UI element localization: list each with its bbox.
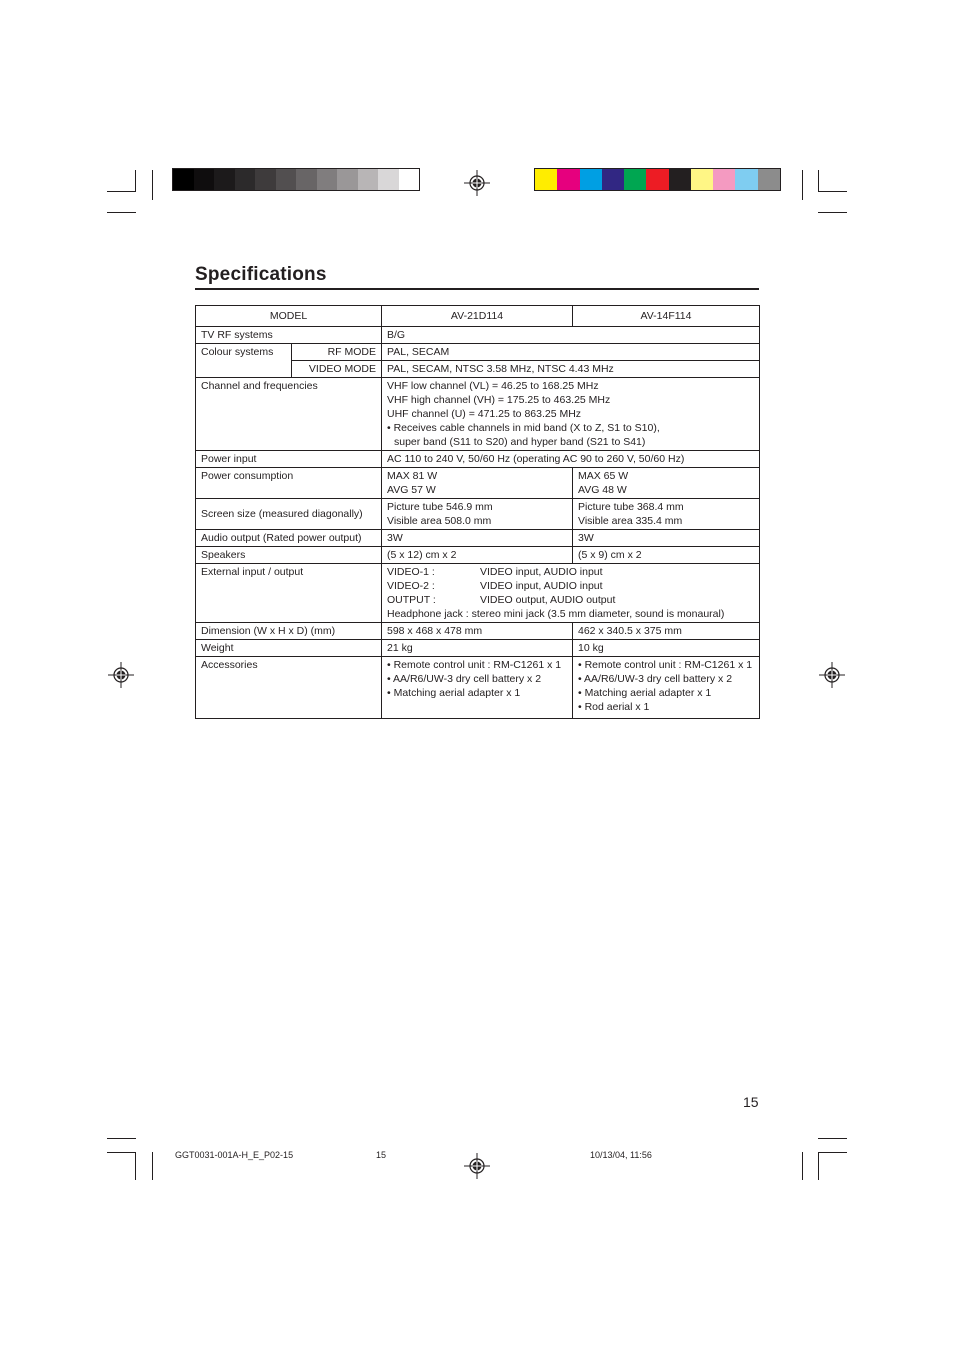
color-swatch (173, 169, 194, 190)
color-swatch (669, 169, 691, 190)
channel-line: • Receives cable channels in mid band (X to Z, S1 to S10), (387, 422, 660, 434)
terminal-name: OUTPUT : (387, 594, 436, 606)
channel-line: VHF low channel (VL) = 46.25 to 168.25 MHz (387, 380, 599, 392)
row-value-b: 10 kg (573, 640, 760, 657)
terminal-desc: VIDEO output, AUDIO output (480, 594, 616, 606)
header-model: MODEL (196, 306, 382, 327)
footer-page: 15 (376, 1150, 387, 1160)
row-value-a: 598 x 468 x 478 mm (382, 623, 573, 640)
row-value-a (382, 499, 573, 530)
terminal-desc: VIDEO input, AUDIO input (480, 580, 603, 592)
color-swatch (358, 169, 379, 190)
row-label: TV RF systems (196, 327, 382, 344)
row-label: External input / output (196, 564, 382, 623)
table-row (196, 378, 760, 451)
color-swatch (646, 169, 668, 190)
terminal-name: VIDEO-2 : (387, 580, 435, 592)
accessory-item: • AA/R6/UW-3 dry cell battery x 2 (387, 673, 542, 685)
color-swatch (535, 169, 557, 190)
color-swatch (194, 169, 215, 190)
table-row (196, 451, 760, 468)
table-row (196, 344, 760, 361)
terminal-line (387, 593, 754, 607)
color-swatch (317, 169, 338, 190)
row-label: Channel and frequencies (196, 378, 382, 451)
sub-label: RF MODE (292, 344, 382, 361)
color-swatch (580, 169, 602, 190)
value-line: MAX 81 W (387, 470, 438, 482)
headphone-line: Headphone jack : stereo mini jack (3.5 mm diameter, sound is monaural) (387, 608, 725, 620)
channel-line: UHF channel (U) = 471.25 to 863.25 MHz (387, 408, 582, 420)
value-line: AVG 48 W (578, 484, 627, 496)
value-line: MAX 65 W (578, 470, 629, 482)
page-title: Specifications (195, 264, 327, 285)
row-label: Accessories (196, 657, 382, 719)
row-value (382, 378, 760, 451)
row-value: B/G (382, 327, 760, 344)
color-swatch (378, 169, 399, 190)
row-value-a (382, 657, 573, 719)
table-row (196, 327, 760, 344)
table-row (196, 564, 760, 623)
footer-file-name: GGT0031-001A-H_E_P02-15 (175, 1150, 294, 1160)
registration-mark-icon (464, 170, 490, 196)
value-line: Visible area 335.4 mm (578, 515, 683, 527)
row-label: Power input (196, 451, 382, 468)
row-value: AC 110 to 240 V, 50/60 Hz (operating AC 90 to 260 V, 50/60 Hz) (382, 451, 760, 468)
row-value-a (382, 468, 573, 499)
color-swatch (276, 169, 297, 190)
page-number: 15 (743, 1094, 759, 1110)
color-swatch (235, 169, 256, 190)
registration-mark-icon (464, 1153, 490, 1179)
row-value-b: 462 x 340.5 x 375 mm (573, 623, 760, 640)
table-row (196, 499, 760, 530)
color-swatch (337, 169, 358, 190)
table-header-row (196, 306, 760, 327)
color-swatch (399, 169, 420, 190)
row-value-b (573, 657, 760, 719)
table-row (196, 640, 760, 657)
specifications-table (195, 305, 760, 719)
registration-mark-icon (108, 662, 134, 688)
title-divider (195, 288, 759, 290)
color-swatch (691, 169, 713, 190)
row-value: PAL, SECAM (382, 344, 760, 361)
registration-mark-icon (819, 662, 845, 688)
accessory-item: • Rod aerial x 1 (578, 701, 650, 713)
row-value-b: 3W (573, 530, 760, 547)
accessory-item: • Remote control unit : RM-C1261 x 1 (387, 659, 562, 671)
table-row (196, 657, 760, 719)
accessory-item: • Matching aerial adapter x 1 (387, 687, 521, 699)
sub-label: VIDEO MODE (292, 361, 382, 378)
row-value-b: (5 x 9) cm x 2 (573, 547, 760, 564)
row-value-b (573, 468, 760, 499)
color-swatch (713, 169, 735, 190)
table-row (196, 623, 760, 640)
table-row (196, 547, 760, 564)
row-value-b (573, 499, 760, 530)
color-swatch (735, 169, 757, 190)
row-label: Speakers (196, 547, 382, 564)
row-value-a: 21 kg (382, 640, 573, 657)
terminal-name: VIDEO-1 : (387, 566, 435, 578)
row-label: Audio output (Rated power output) (196, 530, 382, 547)
value-line: Visible area 508.0 mm (387, 515, 492, 527)
color-swatch (602, 169, 624, 190)
terminal-line (387, 579, 754, 593)
row-label: Power consumption (196, 468, 382, 499)
header-model-b: AV-14F114 (573, 306, 760, 327)
row-label: Screen size (measured diagonally) (196, 499, 382, 530)
color-swatch (624, 169, 646, 190)
channel-line: VHF high channel (VH) = 175.25 to 463.25 MHz (387, 394, 611, 406)
row-label: Weight (196, 640, 382, 657)
value-line: AVG 57 W (387, 484, 436, 496)
row-value-a: (5 x 12) cm x 2 (382, 547, 573, 564)
header-model-a: AV-21D114 (382, 306, 573, 327)
color-swatch (557, 169, 579, 190)
table-row (196, 468, 760, 499)
row-value: PAL, SECAM, NTSC 3.58 MHz, NTSC 4.43 MHz (382, 361, 760, 378)
terminal-line (387, 565, 754, 579)
row-value-a: 3W (382, 530, 573, 547)
terminal-desc: VIDEO input, AUDIO input (480, 566, 603, 578)
color-swatch (214, 169, 235, 190)
accessory-item: • Matching aerial adapter x 1 (578, 687, 712, 699)
color-swatch (758, 169, 780, 190)
color-swatch (255, 169, 276, 190)
row-label: Dimension (W x H x D) (mm) (196, 623, 382, 640)
channel-line: super band (S11 to S20) and hyper band (S21 to S41) (394, 436, 646, 448)
footer-date: 10/13/04, 11:56 (590, 1150, 652, 1160)
color-swatch (296, 169, 317, 190)
value-line: Picture tube 546.9 mm (387, 501, 493, 513)
process-color-bar (534, 168, 781, 191)
accessory-item: • Remote control unit : RM-C1261 x 1 (578, 659, 753, 671)
value-line: Picture tube 368.4 mm (578, 501, 684, 513)
table-row (196, 530, 760, 547)
row-value (382, 564, 760, 623)
row-label: Colour systems (196, 344, 292, 378)
accessory-item: • AA/R6/UW-3 dry cell battery x 2 (578, 673, 733, 685)
grayscale-color-bar (172, 168, 420, 191)
